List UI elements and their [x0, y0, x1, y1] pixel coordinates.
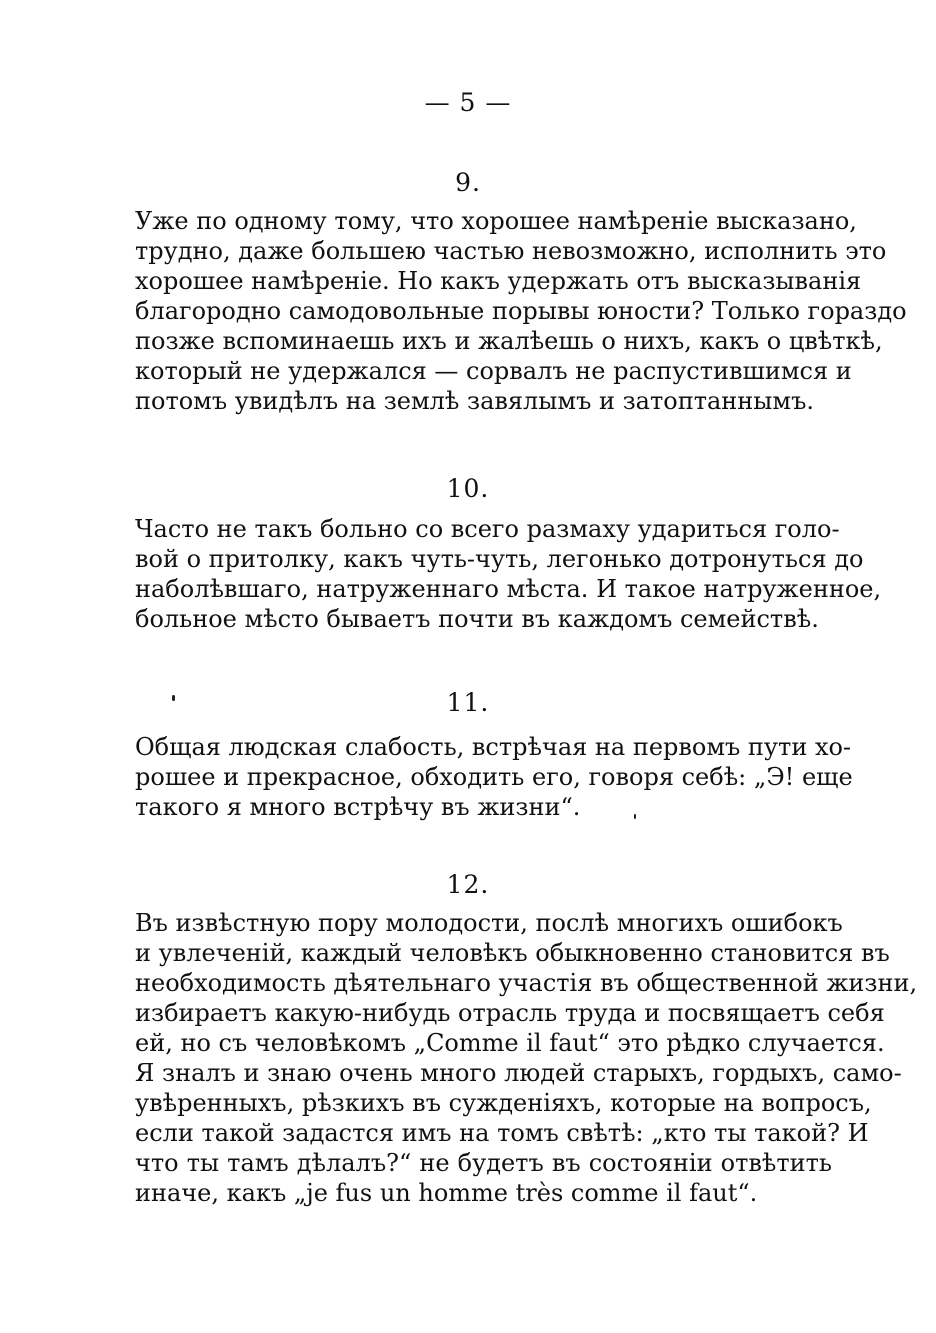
text-line: Уже по одному тому, что хорошее намѣреніе высказано, — [135, 207, 857, 235]
text-line: который не удержался — сорвалъ не распустившимся и — [135, 357, 852, 385]
text-line: что ты тамъ дѣлалъ?“ не будетъ въ состояніи отвѣтить — [135, 1149, 832, 1177]
text-line: хорошее намѣреніе. Но какъ удержать отъ высказыванія — [135, 267, 862, 295]
text-line: Общая людская слабость, встрѣчая на первомъ пути хо- — [135, 733, 852, 761]
text-line: необходимость дѣятельнаго участія въ общественной жизни, — [135, 969, 918, 997]
text-line: рошее и прекрасное, обходить его, говоря себѣ: „Э! еще — [135, 763, 853, 791]
text-line: наболѣвшаго, натруженнаго мѣста. И такое натруженное, — [135, 575, 882, 603]
text-line: вой о притолку, какъ чуть-чуть, легонько дотронуться до — [135, 545, 864, 573]
text-line: если такой задастся имъ на томъ свѣтѣ: „кто ты такой? И — [135, 1119, 869, 1147]
page-number: — 5 — — [424, 88, 512, 117]
section-number: 9. — [455, 168, 481, 197]
text-line: благородно самодовольные порывы юности? Только гораздо — [135, 297, 907, 325]
section-paragraph — [135, 732, 853, 822]
section-number: 11. — [446, 688, 490, 717]
section-paragraph — [135, 206, 907, 416]
text-line: Въ извѣстную пору молодости, послѣ многихъ ошибокъ — [135, 909, 843, 937]
ink-speck — [634, 814, 636, 819]
text-line: Я зналъ и знаю очень много людей старыхъ, гордыхъ, само- — [135, 1059, 902, 1087]
section-paragraph — [135, 514, 882, 634]
section-number: 12. — [446, 870, 490, 899]
section-number: 10. — [446, 474, 490, 503]
text-line: и увлеченій, каждый человѣкъ обыкновенно становится въ — [135, 939, 890, 967]
text-line: иначе, какъ „je fus un homme très comme il faut“. — [135, 1179, 758, 1207]
text-line: позже вспоминаешь ихъ и жалѣешь о нихъ, какъ о цвѣткѣ, — [135, 327, 883, 355]
text-line: такого я много встрѣчу въ жизни“. — [135, 793, 581, 821]
text-line: потомъ увидѣлъ на землѣ завялымъ и затоптаннымъ. — [135, 387, 814, 415]
text-line: избираетъ какую-нибудь отрасль труда и посвящаетъ себя — [135, 999, 885, 1027]
text-line: ей, но съ человѣкомъ „Comme il faut“ это рѣдко случается. — [135, 1029, 885, 1057]
text-line: Часто не такъ больно со всего размаху удариться голо- — [135, 515, 840, 543]
text-line: трудно, даже большею частью невозможно, исполнить это — [135, 237, 887, 265]
section-paragraph — [135, 908, 918, 1208]
text-line: увѣренныхъ, рѣзкихъ въ сужденіяхъ, которые на вопросъ, — [135, 1089, 872, 1117]
text-line: больное мѣсто бываетъ почти въ каждомъ семействѣ. — [135, 605, 819, 633]
